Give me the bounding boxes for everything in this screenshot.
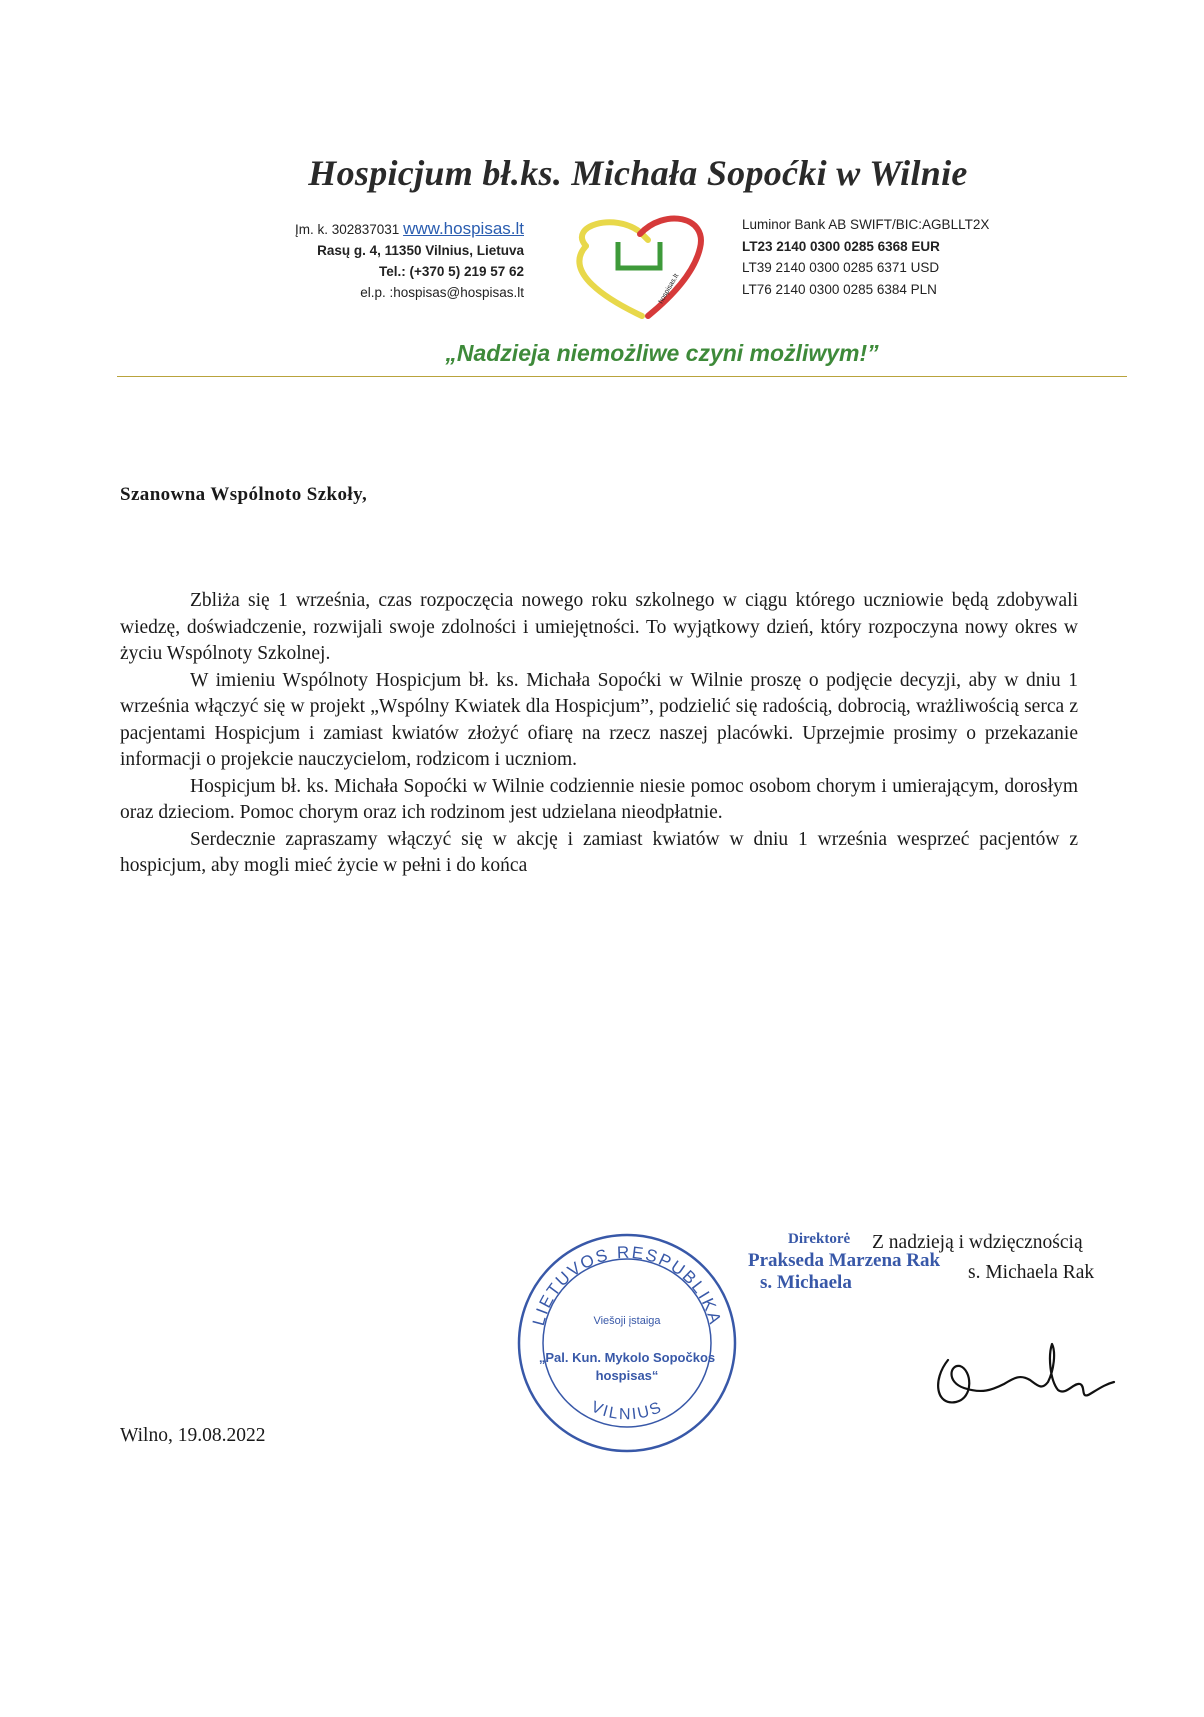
- seal-top-text: LIETUVOS RESPUBLIKA: [528, 1242, 726, 1328]
- company-code-line: [295, 218, 524, 240]
- seal-bottom-text: VILNIUS: [588, 1398, 666, 1424]
- letter-body: [120, 588, 1078, 880]
- handwritten-signature-icon: [930, 1330, 1120, 1420]
- signer-name: s. Michaela Rak: [968, 1262, 1095, 1283]
- stamp-title: Direktorė: [788, 1231, 851, 1247]
- heart-logo-icon: [558, 212, 718, 322]
- bank-info: [742, 214, 989, 300]
- company-code: Įm. k. 302837031: [294, 222, 400, 237]
- iban-usd: LT39 2140 0300 0285 6371 USD: [742, 260, 940, 275]
- paragraph-3: Hospicjum bł. ks. Michała Sopoćki w Wilnie codziennie niesie pomoc osobom chorym i umierającym, dorosłym oraz dzieciom. Pomoc chorym oraz ich rodzinom jest udzielana nieodpłatnie.: [120, 775, 1078, 823]
- address: Rasų g. 4, 11350 Vilnius, Lietuva: [317, 243, 524, 258]
- website-link[interactable]: www.hospisas.lt: [403, 219, 524, 238]
- motto: „Nadzieja niemożliwe czyni możliwym!”: [445, 340, 879, 366]
- paragraph-1: Zbliża się 1 września, czas rozpoczęcia nowego roku szkolnego w ciągu którego uczniowie będą zdobywali wiedzę, doświadczenie, rozwijali swoje zdolności i umiejętności. To wyjątkowy dzień, który rozpoczyna nowy okres w życiu Wspólnoty Szkolnej.: [120, 590, 1078, 664]
- iban-pln: LT76 2140 0300 0285 6384 PLN: [742, 281, 937, 297]
- official-seal-icon: [512, 1228, 742, 1458]
- paragraph-2: W imieniu Wspólnoty Hospicjum bł. ks. Michała Sopoćki w Wilnie proszę o podjęcie decyzji, aby w dniu 1 września włączyć się w projekt „Wspólny Kwiatek dla Hospicjum”, podzielić się radością, dobrocią, wrażliwością serca z pacjentami Hospicjum i zamiast kwiatów złożyć ofiarę na rzecz naszej placówki. Uprzejmie prosimy o przekazanie informacji o projekcie nauczycielom, rodzicom i uczniom.: [120, 669, 1078, 770]
- stamp-name: Prakseda Marzena Rak: [748, 1250, 941, 1271]
- stamp-religious-name: s. Michaela: [760, 1272, 852, 1293]
- seal-name-2: hospisas“: [595, 1368, 659, 1383]
- svg-text:VILNIUS: [589, 1399, 666, 1424]
- seal-name-1: „Pal. Kun. Mykolo Sopočkos: [538, 1350, 716, 1365]
- greeting: Szanowna Wspólnoto Szkoły,: [120, 484, 368, 505]
- place-date: Wilno, 19.08.2022: [120, 1425, 266, 1446]
- letterhead-title: Hospicjum bł.ks. Michała Sopoćki w Wilnie: [308, 153, 968, 193]
- bank-name: Luminor Bank AB SWIFT/BIC:AGBLLT2X: [742, 217, 990, 232]
- paragraph-4: Serdecznie zapraszamy włączyć się w akcję i zamiast kwiatów w dniu 1 września wesprzeć pacjentów z hospicjum, aby mogli mieć życie w pełni i do końca: [120, 828, 1078, 876]
- contact-info: [295, 218, 524, 303]
- header-divider: [117, 376, 1127, 377]
- email: el.p. :hospisas@hospisas.lt: [360, 285, 524, 300]
- phone: Tel.: (+370 5) 219 57 62: [379, 264, 524, 279]
- seal-inner-text: Viešoji įstaiga: [593, 1315, 661, 1327]
- logo-text: hospisas.lt: [657, 272, 681, 305]
- iban-eur: LT23 2140 0300 0285 6368 EUR: [742, 238, 940, 254]
- closing: Z nadzieją i wdzięcznością: [872, 1232, 1083, 1253]
